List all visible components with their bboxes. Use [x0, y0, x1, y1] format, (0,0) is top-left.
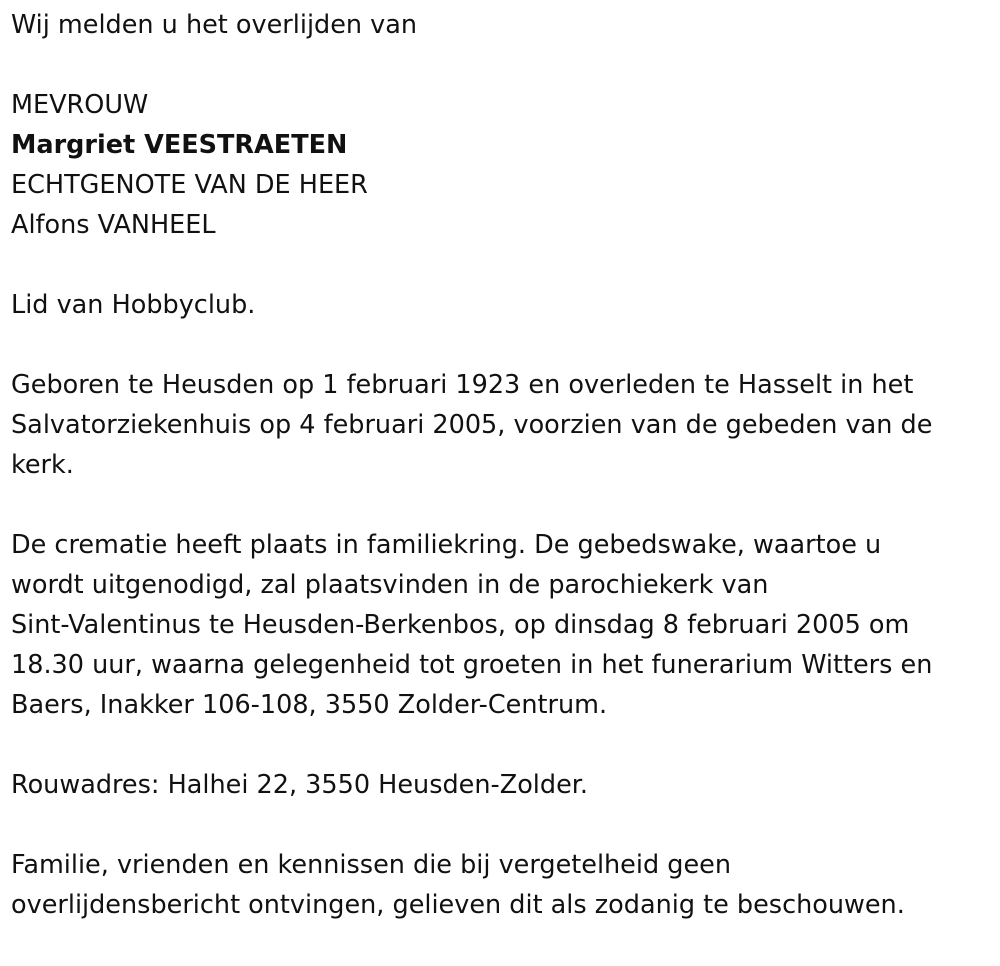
spacer	[11, 325, 986, 365]
paragraph-line: Familie, vrienden en kennissen die bij vergetelheid geen	[11, 850, 731, 880]
spacer	[11, 45, 986, 85]
spacer	[11, 725, 986, 765]
paragraph-line: De crematie heeft plaats in familiekring. De gebedswake, waartoe u	[11, 530, 882, 560]
closing-paragraph	[11, 845, 986, 925]
spacer	[11, 245, 986, 285]
deceased-name: Margriet VEESTRAETEN	[11, 130, 348, 160]
spacer	[11, 485, 986, 525]
paragraph-line: Salvatorziekenhuis op 4 februari 2005, voorzien van de gebeden van de	[11, 410, 933, 440]
paragraph-line: wordt uitgenodigd, zal plaatsvinden in de parochiekerk van	[11, 570, 769, 600]
paragraph-line: kerk.	[11, 450, 74, 480]
membership-text: Lid van Hobbyclub.	[11, 290, 256, 320]
intro-text: Wij melden u het overlijden van	[11, 10, 418, 40]
spouse-relation: ECHTGENOTE VAN DE HEER	[11, 170, 368, 200]
mourning-address: Rouwadres: Halhei 22, 3550 Heusden-Zolder.	[11, 770, 589, 800]
title-text: MEVROUW	[11, 90, 149, 120]
obituary-notice	[11, 5, 986, 925]
spacer	[11, 805, 986, 845]
paragraph-line: 18.30 uur, waarna gelegenheid tot groeten in het funerarium Witters en	[11, 650, 933, 680]
ceremony-paragraph	[11, 525, 986, 725]
spouse-name: Alfons VANHEEL	[11, 210, 216, 240]
paragraph-line: Geboren te Heusden op 1 februari 1923 en overleden te Hasselt in het	[11, 370, 914, 400]
paragraph-line: Sint-Valentinus te Heusden-Berkenbos, op dinsdag 8 februari 2005 om	[11, 610, 910, 640]
birth-death-paragraph	[11, 365, 986, 485]
paragraph-line: overlijdensbericht ontvingen, gelieven dit als zodanig te beschouwen.	[11, 890, 905, 920]
paragraph-line: Baers, Inakker 106-108, 3550 Zolder-Centrum.	[11, 690, 608, 720]
